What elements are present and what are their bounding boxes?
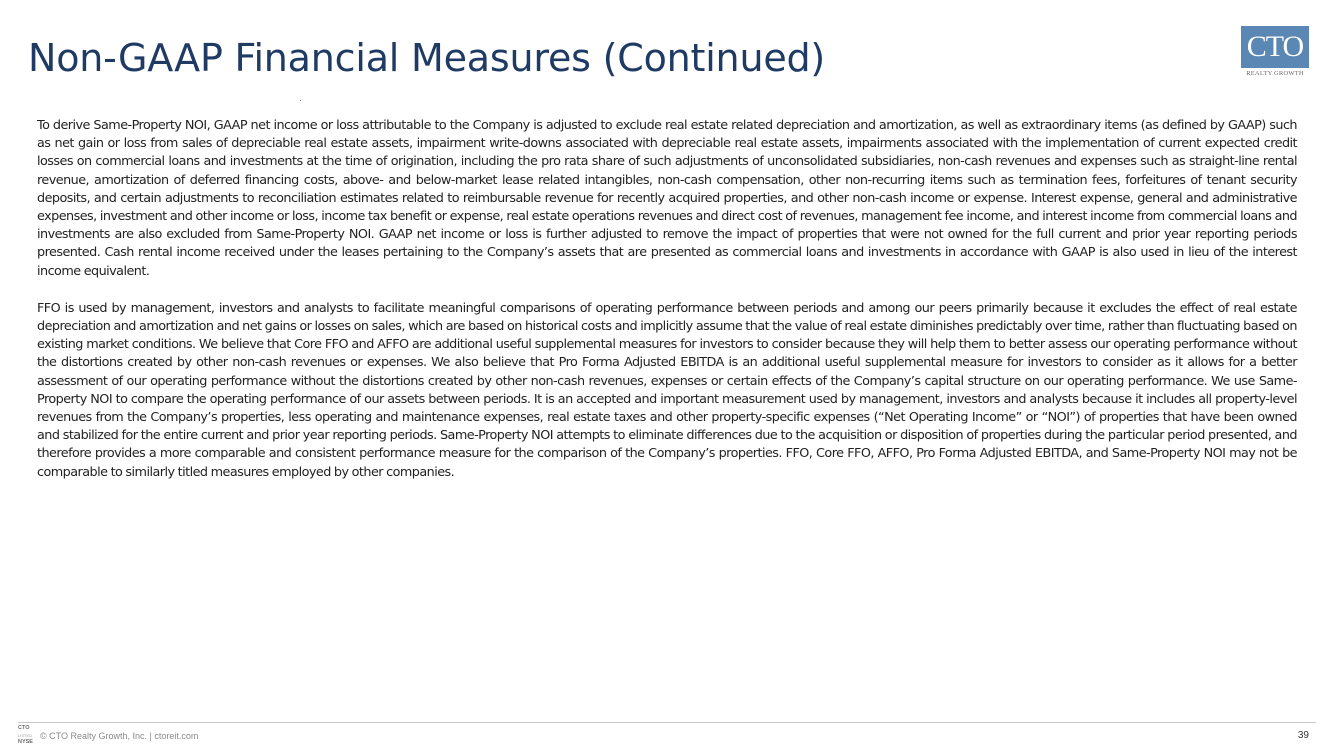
footer-copyright: © CTO Realty Growth, Inc. | ctoreit.com [40, 731, 199, 741]
footer-logo [18, 725, 36, 747]
paragraph-same-property-noi: To derive Same-Property NOI, GAAP net income or loss attributable to the Company is adjusted to exclude real estate related depreciation and amortization, as well as extraordinary items (as defined by GAAP) such as net gain or loss from sales of depreciable real estate assets, impairment write-downs associated with depreciable real estate assets, impairments associated with the implementation of current expected credit losses on commercial loans and investments at the time of origination, including the pro rata share of such adjustments of unconsolidated subsidiaries, non-cash revenues and expenses such as straight-line rental revenue, amortization of deferred financing costs, above- and below-market lease related intangibles, non-cash compensation, other non-recurring items such as termination fees, forfeitures of tenant security deposits, and certain adjustments to reconciliation estimates related to reimbursable revenue for recently acquired properties, and other non-cash income or expense. Interest expense, general and administrative expenses, investment and other income or loss, income tax benefit or expense, real estate operations revenues and direct cost of revenues, management fee income, and interest income from commercial loans and investments are also excluded from Same-Property NOI. GAAP net income or loss is further adjusted to remove the impact of properties that were not owned for the full current and prior year reporting periods presented. Cash rental income received under the leases pertaining to the Company’s assets that are presented as commercial loans and investments in accordance with GAAP is also used in lieu of the interest income equivalent. [37, 118, 1297, 279]
page-number: 39 [1297, 730, 1309, 741]
footer-logo-line1: CTO [18, 725, 30, 731]
footer-divider [18, 722, 1316, 723]
logo-subtitle: REALTY GROWTH [1246, 70, 1304, 77]
paragraph-ffo: FFO is used by management, investors and analysts to facilitate meaningful comparisons of operating performance between periods and among our peers primarily because it excludes the effect of real estate depreciation and amortization and net gains or losses on sales, which are based on historical costs and implicitly assume that the value of real estate diminishes predictably over time, rather than fluctuating based on existing market conditions. We believe that Core FFO and AFFO are additional useful supplemental measures for investors to consider because they will help them to better assess our operating performance without the distortions created by other non-cash revenues or expenses. We also believe that Pro Forma Adjusted EBITDA is an additional useful supplemental measure for investors to consider as it allows for a better assessment of our operating performance without the distortions created by other non-cash revenues, expenses or certain effects of the Company’s capital structure on our operating performance. We use Same-Property NOI to compare the operating performance of our assets between periods. It is an accepted and important measurement used by management, investors and analysts because it includes all property-level revenues from the Company’s properties, less operating and maintenance expenses, real estate taxes and other property-specific expenses (“Net Operating Income” or “NOI”) of properties that have been owned and stabilized for the entire current and prior year reporting periods. Same-Property NOI attempts to eliminate differences due to the acquisition or disposition of properties during the particular period presented, and therefore provides a more comparable and consistent performance measure for the comparison of the Company’s properties. FFO, Core FFO, AFFO, Pro Forma Adjusted EBITDA, and Same-Property NOI may not be comparable to similarly titled measures employed by other companies. [37, 300, 1297, 480]
company-logo [1241, 26, 1309, 80]
decorative-dot [300, 100, 301, 101]
page-title: Non-GAAP Financial Measures (Continued) [28, 36, 826, 80]
body-content [37, 117, 1297, 501]
footer-logo-line2: LISTED [18, 733, 33, 738]
footer-logo-line3: NYSE [18, 739, 33, 745]
logo-mark: CTO [1241, 26, 1309, 68]
